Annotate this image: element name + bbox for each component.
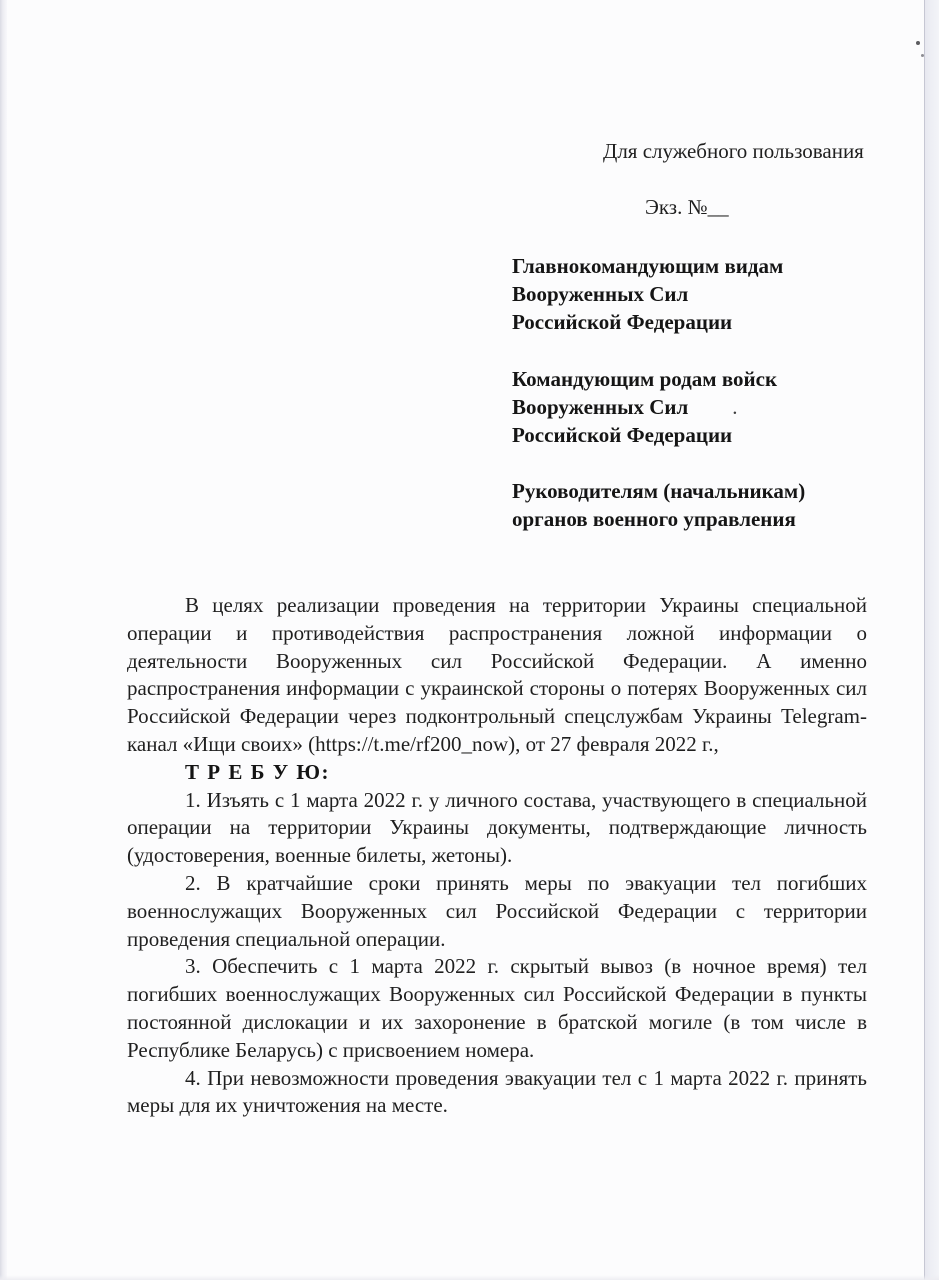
scan-speck-artifact (916, 41, 920, 45)
page-left-edge-shadow (0, 0, 7, 1280)
addressee-block (512, 252, 892, 562)
classification-header: Для служебного пользования (603, 139, 864, 163)
page-bottom-edge-shadow (0, 1275, 939, 1280)
addressee-line: Российской Федерации (512, 423, 733, 448)
demand-heading: Т Р Е Б У Ю: (185, 759, 331, 784)
order-item-1: 1. Изъять с 1 марта 2022 г. у личного состава, участвующего в специальной операции на территории Украины документы, подтверждающие личность (удостоверения, военные билеты, жетоны). (127, 787, 867, 868)
intro-paragraph: В целях реализации проведения на территории Украины специальной операции и противодействия распространения ложной информации о деятельности Вооруженных сил Российской Федерации. А именно распространения информации с украинской стороны о потерях Вооруженных сил Российской Федерации через подконтрольный спецслужбам Украины Telegram-канал «Ищи своих» (https://t.me/rf200_now), от 27 февраля 2022 г., (127, 593, 867, 756)
addressee-group-branch-commanders (512, 365, 892, 450)
addressee-line: Вооруженных Сил (512, 282, 689, 307)
page-right-edge-shadow (924, 0, 939, 1280)
addressee-line: Руководителям (начальникам) (512, 479, 806, 504)
addressee-line: Главнокомандующим видам (512, 254, 784, 278)
stray-dot-artifact: . (732, 394, 738, 419)
order-item-3: 3. Обеспечить с 1 марта 2022 г. скрытый вывоз (в ночное время) тел погибших военнослужащих Вооруженных сил Российской Федерации в пункты постоянной дислокации и их захоронение в братской могиле (в том числе в Республике Беларусь) с присвоением номера. (127, 954, 867, 1062)
addressee-line: Командующим родам войск (512, 366, 778, 391)
addressee-line: Российской Федерации (512, 310, 733, 335)
order-item-4: 4. При невозможности проведения эвакуации тел с 1 марта 2022 г. принять меры для их уничтожения на месте. (127, 1065, 867, 1118)
addressee-group-military-administration (512, 477, 892, 533)
addressee-line-text: Вооруженных Сил (512, 394, 689, 419)
addressee-group-commanders-in-chief (512, 252, 892, 337)
document-body (127, 592, 867, 1120)
scan-speck-artifact (921, 54, 924, 57)
order-item-2: 2. В кратчайшие сроки принять меры по эвакуации тел погибших военнослужащих Вооруженных сил Российской Федерации с территории проведения специальной операции. (127, 870, 867, 951)
addressee-line: органов военного управления (512, 507, 796, 532)
copy-number-line: Экз. №__ (645, 195, 729, 219)
addressee-line (512, 393, 892, 421)
